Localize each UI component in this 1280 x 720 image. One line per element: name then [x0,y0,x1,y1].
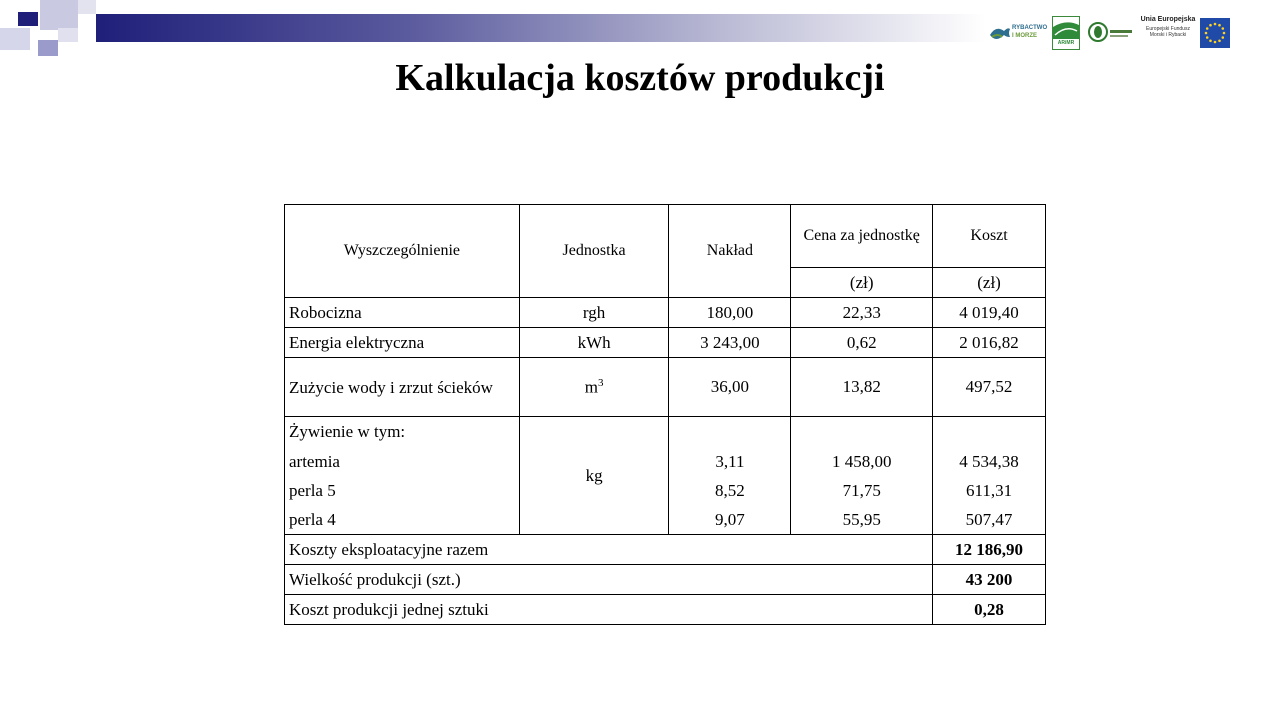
arimr-label: ARiMR [1057,40,1075,46]
rybactwo-logo [988,18,1048,48]
decor-square-navy [18,12,38,26]
row-unit: rgh [519,298,669,328]
header-unit: Jednostka [519,205,669,298]
row-item: Zużycie wody i zrzut ścieków [285,358,520,417]
table-row [285,298,1046,328]
row-unit-base: m [584,377,598,397]
feeding-item: artemia [285,447,520,476]
row-cost: 497,52 [933,358,1046,417]
feeding-cost: 611,31 [933,476,1046,505]
header-input: Nakład [669,205,791,298]
feeding-item: perla 5 [285,476,520,505]
feeding-input: 3,11 [669,447,791,476]
feeding-cost: 507,47 [933,505,1046,535]
header-gradient-band [96,14,986,42]
row-unit-sup: 3 [597,376,604,389]
summary-row [285,565,1046,595]
header-row [285,205,1046,268]
summary-label: Wielkość produkcji (szt.) [285,565,933,595]
rybactwo-line2: I MORZE [1012,33,1037,39]
decor-square-light [58,28,78,42]
row-item: Energia elektryczna [285,328,520,358]
feeding-input: 8,52 [669,476,791,505]
feeding-header-row [285,417,1046,448]
table-row [285,358,1046,417]
feeding-cost: 4 534,38 [933,447,1046,476]
eu-flag-icon [1200,18,1230,48]
cost-table [284,204,1046,625]
row-price: 22,33 [791,298,933,328]
logos-strip [986,14,1236,52]
page-title: Kalkulacja kosztów produkcji [395,57,885,99]
feeding-price: 71,75 [791,476,933,505]
eu-title: Unia Europejska [1140,16,1196,23]
row-input: 180,00 [669,298,791,328]
summary-value: 0,28 [933,595,1046,625]
decor-square-light [78,0,96,14]
summary-label: Koszty eksploatacyjne razem [285,535,933,565]
row-unit [519,358,669,417]
program-logo [1088,20,1132,46]
summary-label: Koszt produkcji jednej sztuki [285,595,933,625]
eu-line1: Europejski Fundusz [1146,26,1190,32]
feeding-input: 9,07 [669,505,791,535]
row-unit: kWh [519,328,669,358]
header-item: Wyszczególnienie [285,205,520,298]
summary-row [285,535,1046,565]
row-item: Robocizna [285,298,520,328]
eu-line2: Morski i Rybacki [1149,32,1187,38]
header-cost: Koszt [933,205,1046,268]
feeding-label: Żywienie w tym: [285,417,520,448]
feeding-unit: kg [519,417,669,535]
row-input: 3 243,00 [669,328,791,358]
row-price: 0,62 [791,328,933,358]
decor-square-mid [38,40,58,56]
rybactwo-line1: RYBACTWO [1012,25,1048,31]
header-price-unit: (zł) [791,268,933,298]
summary-value: 12 186,90 [933,535,1046,565]
row-input: 36,00 [669,358,791,417]
summary-value: 43 200 [933,565,1046,595]
row-cost: 2 016,82 [933,328,1046,358]
decor-square-light [40,0,78,30]
table-row [285,328,1046,358]
feeding-item: perla 4 [285,505,520,535]
feeding-price: 55,95 [791,505,933,535]
row-cost: 4 019,40 [933,298,1046,328]
summary-row [285,595,1046,625]
arimr-icon [1053,17,1079,39]
arimr-logo [1052,16,1080,50]
row-price: 13,82 [791,358,933,417]
header-price: Cena za jednostkę [791,205,933,268]
eu-text [1138,16,1198,48]
decor-square-light [0,28,30,50]
fish-icon [988,21,1012,45]
header-cost-unit: (zł) [933,268,1046,298]
feeding-price: 1 458,00 [791,447,933,476]
